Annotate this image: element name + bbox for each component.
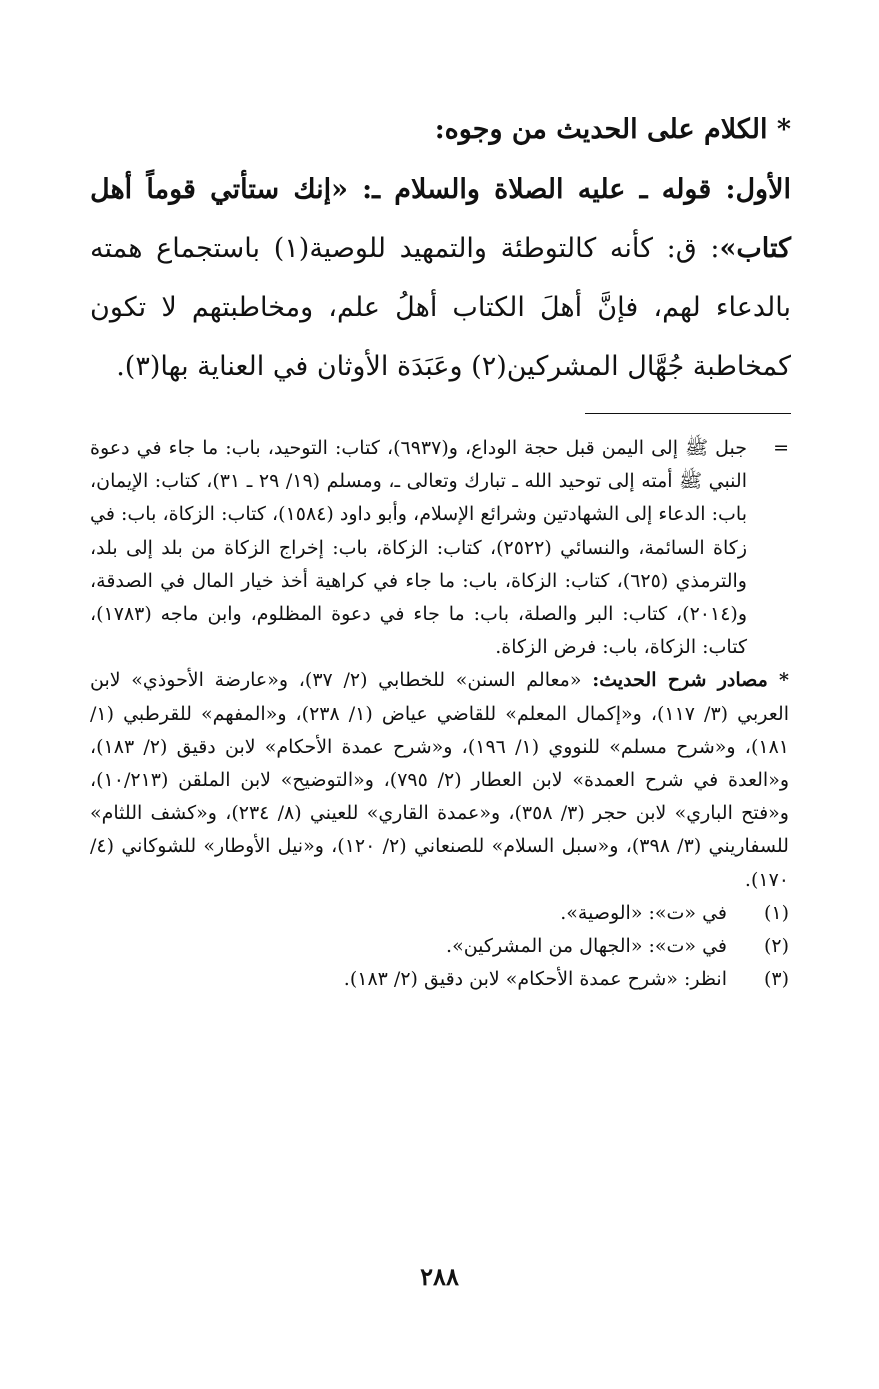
sources-paragraph — [90, 664, 789, 896]
footnote-separator — [585, 413, 791, 414]
hadith-quote: الأول: قوله ـ عليه الصلاة والسلام ـ: «إنك ستأتي قوماً أهل كتاب» — [90, 174, 791, 264]
main-text — [90, 100, 791, 396]
sources-label: * مصادر شرح الحديث: — [592, 669, 789, 692]
page-number: ٢٨٨ — [420, 1262, 459, 1291]
footnote-number: (٣) — [763, 968, 789, 991]
commentary-text: : ق: كأنه كالتوطئة والتمهيد للوصية(١) باستجماع همته بالدعاء لهم، فإنَّ أهلَ الكتاب أهلُ علم، ومخاطبتهم لا تكون كمخاطبة جُهَّال المشركين(٢) وعَبَدَة الأوثان في العناية بها(٣). — [90, 233, 791, 382]
footnote-text: في «ت»: «الوصية». — [560, 901, 727, 924]
footnote-3 — [90, 963, 789, 996]
footnote-2 — [90, 930, 789, 963]
footnote-1 — [90, 897, 789, 930]
footnotes-area — [90, 432, 789, 996]
section-heading: * الكلام على الحديث من وجوه: — [434, 114, 791, 145]
sources-text: «معالم السنن» للخطابي (٢/ ٣٧)، و«عارضة الأحوذي» لابن العربي (٣/ ١١٧)، و«إكمال المعلم» للقاضي عياض (١/ ٢٣٨)، و«المفهم» للقرطبي (١/ ١٨١)، و«شرح مسلم» للنووي (١/ ١٩٦)، و«شرح عمدة الأحكام» لابن دقيق (٢/ ١٨٣)، و«العدة في شرح العمدة» لابن العطار (٢/ ٧٩٥)، و«التوضيح» لابن الملقن (١٠/٢١٣)، و«فتح الباري» لابن حجر (٣/ ٣٥٨)، و«عمدة القاري» للعيني (٨/ ٢٣٤)، و«كشف اللثام» للسفاريني (٣/ ٣٩٨)، و«سبل السلام» للصنعاني (٢/ ١٢٠)، و«نيل الأوطار» للشوكاني (٤/ ١٧٠). — [90, 669, 789, 891]
continuation-marker: = — [773, 437, 789, 459]
footnote-text: انظر: «شرح عمدة الأحكام» لابن دقيق (٢/ ١٨٣). — [343, 968, 727, 991]
first-point-paragraph — [90, 160, 791, 396]
footnote-number: (١) — [763, 901, 789, 924]
footnote-text: في «ت»: «الجهال من المشركين». — [446, 935, 727, 958]
continued-footnote-text: جبل ﷺ إلى اليمن قبل حجة الوداع، و(٦٩٣٧)، كتاب: التوحيد، باب: ما جاء في دعوة النبي ﷺ أمته إلى توحيد الله ـ تبارك وتعالى ـ، ومسلم (١٩/ ٢٩ ـ ٣١)، كتاب: الإيمان، باب: الدعاء إلى الشهادتين وشرائع الإسلام، وأبو داود (١٥٨٤)، كتاب: الزكاة، باب: في زكاة السائمة، والنسائي (٢٥٢٢)، كتاب: الزكاة، باب: إخراج الزكاة من بلد إلى بلد، والترمذي (٦٢٥)، كتاب: الزكاة، باب: ما جاء في كراهية أخذ خيار المال في الصدقة، و(٢٠١٤)، كتاب: البر والصلة، باب: ما جاء في دعوة المظلوم، وابن ماجه (١٧٨٣)، كتاب: الزكاة، باب: فرض الزكاة. — [90, 437, 748, 659]
continued-footnote — [90, 432, 789, 664]
footnote-number: (٢) — [763, 935, 789, 958]
